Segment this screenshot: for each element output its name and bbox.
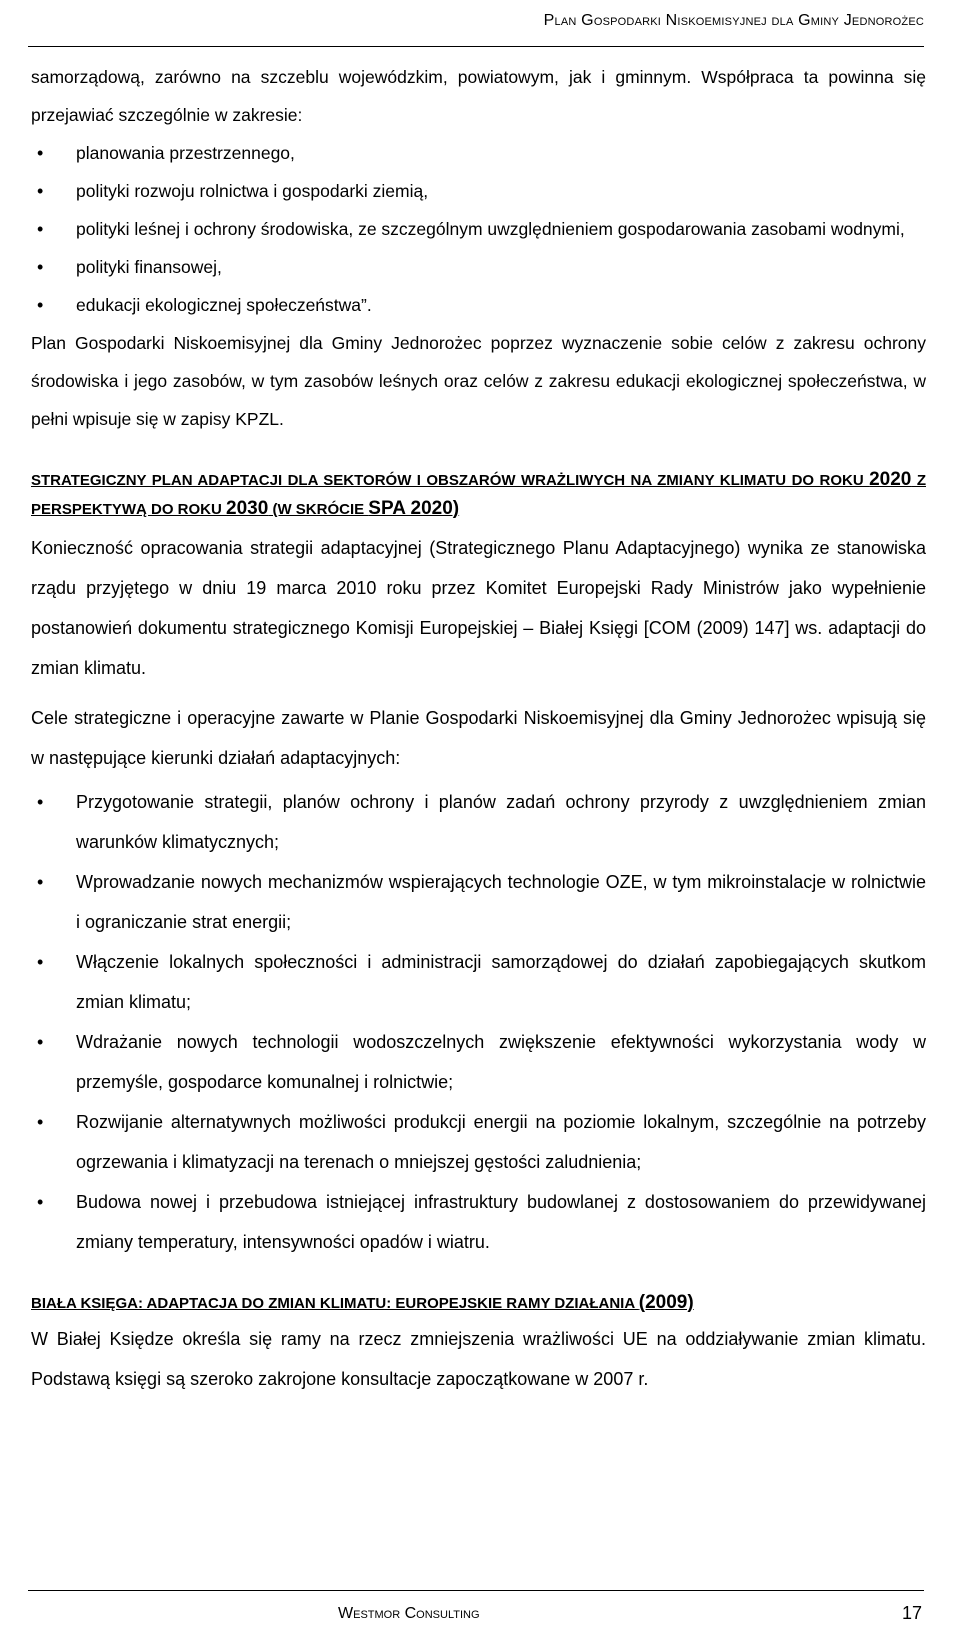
spa-heading-year: 2020 [869, 469, 912, 490]
footer-company: Westmor Consulting [338, 1605, 480, 1622]
header-title: Plan Gospodarki Niskoemisyjnej dla Gminy Jednorożec [543, 12, 924, 29]
white-paper-heading [31, 1288, 926, 1319]
intro-conclusion: Plan Gospodarki Niskoemisyjnej dla Gminy Jednorożec poprzez wyznaczenie sobie celów z zakresu ochrony środowiska i jego zasobów, w tym zasobów leśnych oraz celów z zakresu edukacji ekologicznej społeczeństwa, w pełni wpisuje się w zapisy KPZL. [31, 333, 926, 429]
list-item: • Przygotowanie strategii, planów ochrony i planów zadań ochrony przyrody z uwzględnieniem zmian warunków klimatycznych; [31, 782, 926, 862]
list-item: • Wdrażanie nowych technologii wodoszczelnych zwiększenie efektywności wykorzystania wody w przemyśle, gospodarce komunalnej i rolnictwie; [31, 1022, 926, 1102]
list-item: • Rozwijanie alternatywnych możliwości produkcji energii na poziomie lokalnym, szczególnie na potrzeby ogrzewania i klimatyzacji na terenach o mniejszej gęstości zaludnienia; [31, 1102, 926, 1182]
list-item: • polityki leśnej i ochrony środowiska, ze szczególnym uwzględnieniem gospodarowania zasobami wodnymi, [31, 210, 926, 248]
white-paper-heading-text: BIAŁA KSIĘGA: ADAPTACJA DO ZMIAN KLIMATU: EUROPEJSKIE RAMY DZIAŁANIA [31, 1295, 639, 1312]
page-footer [28, 1590, 924, 1643]
spa-paragraph-2: Cele strategiczne i operacyjne zawarte w Planie Gospodarki Niskoemisyjnej dla Gminy Jednorożec wpisują się w następujące kierunki działań adaptacyjnych: [31, 708, 926, 768]
spa-list [31, 782, 926, 1262]
intro-list [31, 134, 926, 324]
list-item: • polityki finansowej, [31, 248, 926, 286]
spa-heading-abbr: SPA 2020) [368, 498, 460, 519]
intro-paragraph: samorządową, zarówno na szczeblu wojewódzkim, powiatowym, jak i gminnym. Współpraca ta powinna się przejawiać szczególnie w zakresie: [31, 67, 926, 125]
page-number: 17 [901, 1603, 922, 1623]
page-content [31, 58, 926, 1399]
spa-heading-year: 2030 [226, 498, 269, 519]
list-item: • edukacji ekologicznej społeczeństwa”. [31, 286, 926, 324]
white-paper-paragraph: W Białej Księdze określa się ramy na rzecz zmniejszenia wrażliwości UE na oddziaływanie zmian klimatu. Podstawą księgi są szeroko zakrojone konsultacje zapoczątkowane w 2007 r. [31, 1329, 926, 1389]
page-header [28, 0, 924, 47]
spa-heading-part: (W SKRÓCIE [268, 501, 369, 518]
spa-heading-part: STRATEGICZNY PLAN ADAPTACJI DLA SEKTORÓW I OBSZARÓW WRAŻLIWYCH NA ZMIANY KLIMATU DO ROKU [31, 472, 870, 489]
spa-heading [31, 466, 926, 524]
list-item: • polityki rozwoju rolnictwa i gospodarki ziemią, [31, 172, 926, 210]
list-item: • Wprowadzanie nowych mechanizmów wspierających technologie OZE, w tym mikroinstalacje w rolnictwie i ograniczanie strat energii; [31, 862, 926, 942]
spa-paragraph-1: Konieczność opracowania strategii adaptacyjnej (Strategicznego Planu Adaptacyjnego) wynika ze stanowiska rządu przyjętego w dniu 19 marca 2010 roku przez Komitet Europejski Rady Ministrów jako wypełnienie postanowień dokumentu strategicznego Komisji Europejskiej – Białej Księgi [COM (2009) 147] ws. adaptacji do zmian klimatu. [31, 538, 926, 678]
spa-heading-part: Z PERSPEKTYWĄ DO ROKU [31, 472, 926, 518]
list-item: • planowania przestrzennego, [31, 134, 926, 172]
white-paper-heading-year: (2009) [638, 1292, 694, 1313]
list-item: • Budowa nowej i przebudowa istniejącej infrastruktury budowlanej z dostosowaniem do przewidywanej zmiany temperatury, intensywności opadów i wiatru. [31, 1182, 926, 1262]
list-item: • Włączenie lokalnych społeczności i administracji samorządowej do działań zapobiegających skutkom zmian klimatu; [31, 942, 926, 1022]
